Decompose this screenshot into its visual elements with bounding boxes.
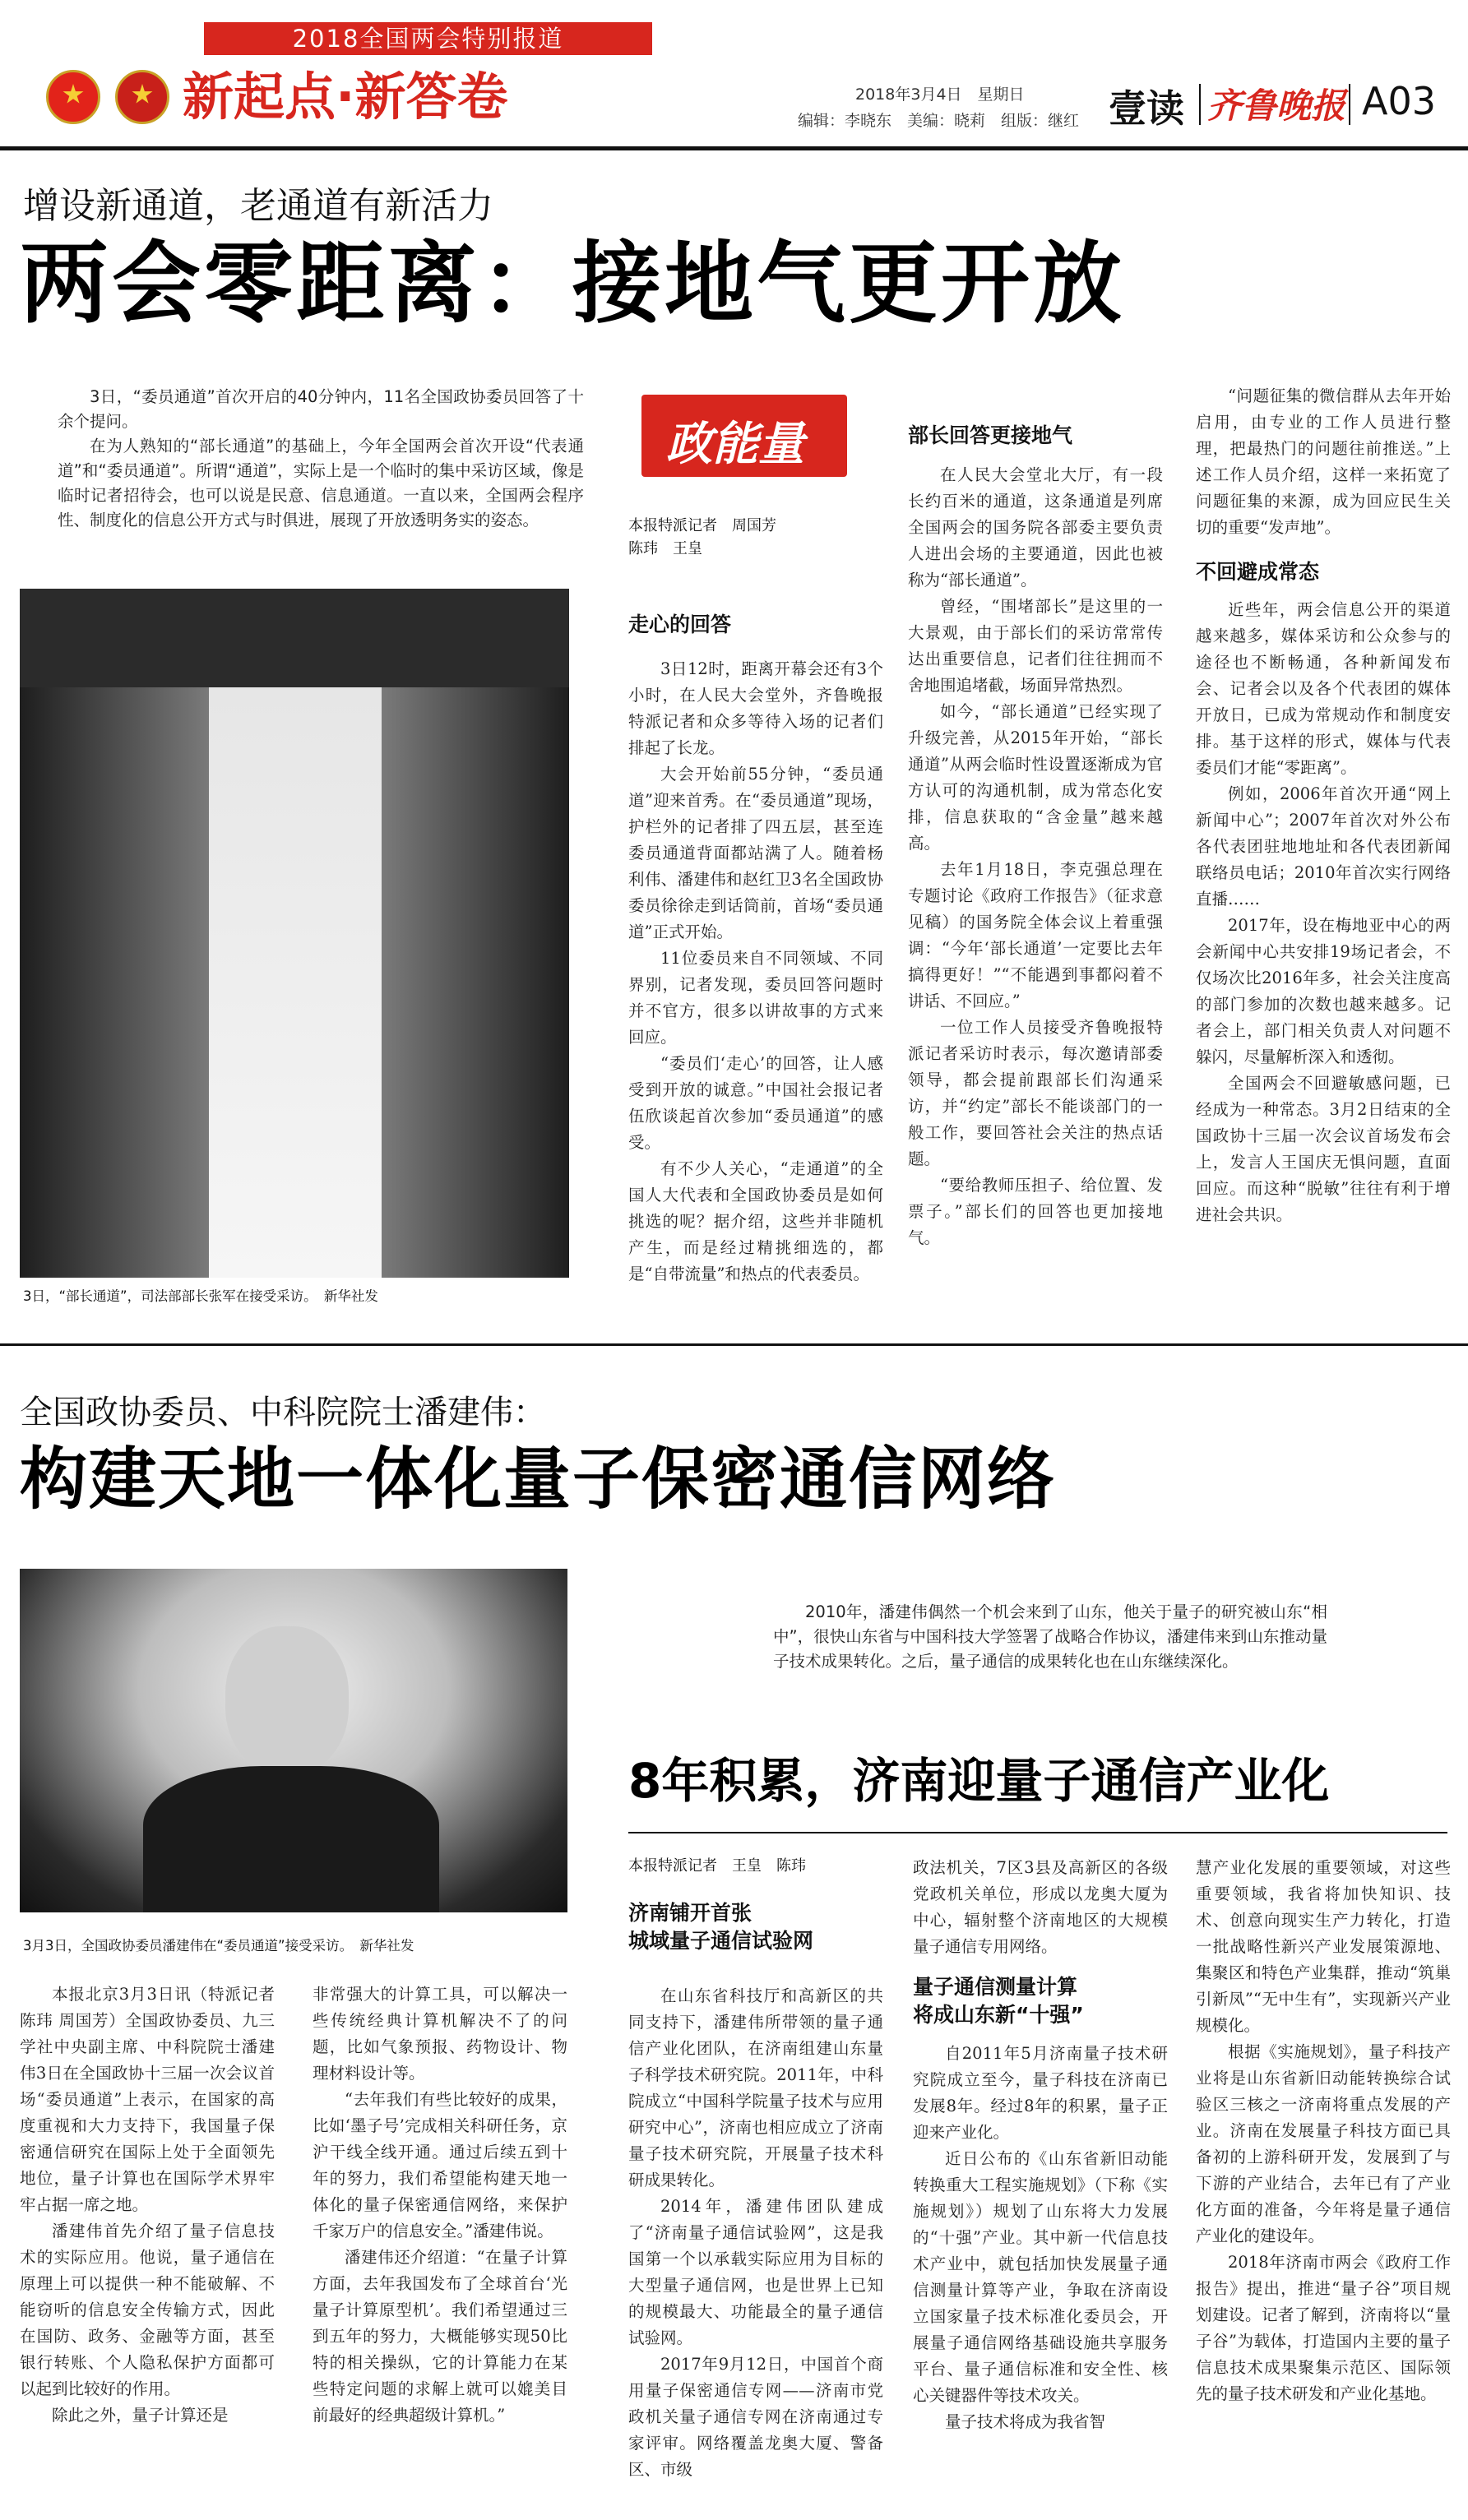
body-paragraph: 2017年，设在梅地亚中心的两会新闻中心共安排19场记者会，不仅场次比2016年多，社会关注度高的部门参加的次数也越来越多。记者会上，部门相关负责人对问题不躲闪，尽量解析深入和透彻。 [1196,916,1451,1066]
body-paragraph: 本报北京3月3日讯（特派记者 陈玮 周国芳）全国政协委员、九三学社中央副主席、中科院院士潘建伟3日在全国政协十三届一次会议首场“委员通道”上表示，在国家的高度重视和大力支持下，我国量子保密通信研究在国际上处于全面领先地位，量子计算也在国际学术界牢牢占据一席之地。 [20,1985,275,2214]
section-name: 壹读 [1109,86,1184,131]
page-number: A03 [1362,79,1437,123]
special-report-banner [204,22,652,55]
story1-column-3 [1196,383,1451,1228]
section-rule [0,1343,1468,1346]
story2-headline: 构建天地一体化量子保密通信网络 [20,1440,1057,1519]
body-paragraph: “要给教师压担子、给位置、发票子。”部长们的回答也更加接地气。 [908,1176,1163,1247]
body-paragraph: 11位委员来自不同领域、不同界别，记者发现，委员回答问题时并不官方，很多以讲故事的方式来回应。 [628,949,883,1047]
body-paragraph: 2018年济南市两会《政府工作报告》提出，推进“量子谷”项目规划建设。记者了解到，济南将以“量子谷”为载体，打造国内主要的量子信息技术成果聚集示范区、国际领先的量子技术研发和产业化基地。 [1196,2253,1451,2403]
column-logo [641,395,847,477]
column-logo-text: 政能量 [666,418,804,471]
slogan: 新起点·新答卷 [183,67,508,127]
story2-column-5 [1196,1855,1451,2407]
photo1-caption: 3日，“部长通道”，司法部部长张军在接受采访。 新华社发 [23,1288,378,1304]
story1-column-1 [628,656,883,1288]
minister-passage-photo [20,589,569,1278]
body-paragraph: 根据《实施规划》，量子科技产业将是山东省新旧动能转换综合试验区三核之一济南将重点发展的产业。济南在发展量子科技方面已具备初的上游科研开发，发展到了与下游的产业结合，去年已有了产业化方面的准备，今年将是量子通信产业化的建设年。 [1196,2042,1451,2245]
story2-subhead-2: 量子通信测量计算 将成山东新“十强” [913,1975,1084,2027]
body-paragraph: 潘建伟还介绍道：“在量子计算方面，去年我国发布了全球首台‘光量子计算原型机’。我们希望通过三到五年的努力，大概能够实现50比特的相关操纵，它的计算能力在某些特定问题的求解上就可以媲美目前最好的经典超级计算机。” [313,2248,567,2425]
body-paragraph: 除此之外，量子计算还是 [52,2406,229,2425]
banner-title: 2018全国两会特别报道 [292,25,564,53]
body-paragraph: 曾经，“围堵部长”是这里的一大景观，由于部长们的采访常常传达出重要信息，记者们往往拥而不舍地围追堵截，场面异常热烈。 [908,597,1163,695]
story2-subheadline: 8年积累，济南迎量子通信产业化 [628,1753,1330,1809]
body-paragraph: 政法机关，7区3县及高新区的各级党政机关单位，形成以龙奥大厦为中心，辐射整个济南地区的大规模量子通信专用网络。 [913,1858,1168,1956]
body-paragraph: 大会开始前55分钟，“委员通道”迎来首秀。在“委员通道”现场，护栏外的记者排了四五层，甚至连委员通道背面都站满了人。随着杨利伟、潘建伟和赵红卫3名全国政协委员徐徐走到话筒前，首场“委员通道”正式开始。 [628,765,883,941]
story1-headline: 两会零距离：接地气更开放 [20,233,1126,335]
body-paragraph: 近些年，两会信息公开的渠道越来越多，媒体采访和公众参与的途径也不断畅通，各种新闻发布会、记者会以及各个代表团的媒体开放日，已成为常规动作和制度安排。基于这样的形式，媒体与代表委员们才能“零距离”。 [1196,600,1451,777]
header-rule [0,146,1468,150]
intro-paragraph: 2010年，潘建伟偶然一个机会来到了山东，他关于量子的研究被山东“相中”，很快山东省与中国科技大学签署了战略合作协议，潘建伟来到山东推动量子技术成果转化。之后，量子通信的成果转化也在山东继续深化。 [773,1602,1327,1671]
editors-credit: 编辑：李晓东 美编：晓莉 组版：继红 [798,112,1080,130]
issue-date: 2018年3月4日 星期日 [855,86,1025,104]
body-paragraph: “去年我们有些比较好的成果，比如‘墨子号’完成相关科研任务，京沪干线全线开通。通过后续五到十年的努力，我们希望能构建天地一体化的量子保密通信网络，来保护千家万户的信息安全。”潘建伟说。 [313,2090,567,2240]
body-paragraph: 有不少人关心，“走通道”的全国人大代表和全国政协委员是如何挑选的呢？据介绍，这些并非随机产生，而是经过精挑细选的，都是“自带流量”和热点的代表委员。 [628,1159,883,1283]
body-paragraph: 去年1月18日，李克强总理在专题讨论《政府工作报告》（征求意见稿）的国务院全体会议上着重强调：“今年‘部长通道’一定要比去年搞得更好！”“不能遇到事都闷着不讲话、不回应。” [908,860,1163,1010]
header-divider [1349,84,1350,125]
body-paragraph: 一位工作人员接受齐鲁晚报特派记者采访时表示，每次邀请部委领导，都会提前跟部长们沟通采访，并“约定”部长不能谈部门的一般工作，要回答社会关注的热点话题。 [908,1018,1163,1168]
body-paragraph: 在山东省科技厅和高新区的共同支持下，潘建伟所带领的量子通信产业化团队，在济南组建山东量子科学技术研究院。2011年，中科院成立“中国科学院量子技术与应用研究中心”，济南也相应成立了济南量子技术研究院，开展量子技术科研成果转化。 [628,1986,883,2189]
story2-column-3 [628,1983,883,2483]
body-paragraph: 潘建伟首先介绍了量子信息技术的实际应用。他说，量子通信在原理上可以提供一种不能破解、不能窃听的信息安全传输方式，因此在国防、政务、金融等方面，甚至银行转账、个人隐私保护方面都可以起到比较好的作用。 [20,2222,275,2398]
story2-column-4 [913,1855,1168,2435]
story1-byline: 本报特派记者 周国芳 陈玮 王皇 [628,517,776,557]
body-paragraph: 在人民大会堂北大厅，有一段长约百米的通道，这条通道是列席全国两会的国务院各部委主要负责人进出会场的主要通道，因此也被称为“部长通道”。 [908,465,1163,590]
story1-kicker: 增设新通道，老通道有新活力 [23,185,493,227]
story2-column-1 [20,1981,275,2429]
header-divider [1199,84,1201,125]
story2-byline: 本报特派记者 王皇 陈玮 [628,1857,806,1875]
body-paragraph: 非常强大的计算工具，可以解决一些传统经典计算机解决不了的问题，比如气象预报、药物设计、物理材料设计等。 [313,1985,567,2083]
story1-subhead-3: 不回避成常态 [1196,560,1320,584]
lead-paragraph: 在为人熟知的“部长通道”的基础上，今年全国两会首次开设“代表通道”和“委员通道”。所谓“通道”，实际上是一个临时的集中采访区域，像是临时记者招待会，也可以说是民意、信息通道。一直以来，全国两会程序性、制度化的信息公开方式与时俱进，展现了开放透明务实的姿态。 [58,437,584,529]
story1-subhead-1: 走心的回答 [628,613,732,636]
story1-subhead-2: 部长回答更接地气 [908,423,1073,447]
body-paragraph: 近日公布的《山东省新旧动能转换重大工程实施规划》（下称《实施规划》）规划了山东将大力发展的“十强”产业。其中新一代信息技术产业中，就包括加快发展量子通信测量计算等产业，争取在济南设立国家量子技术标准化委员会，开展量子通信网络基础设施共享服务平台、量子通信标准和安全性、核心关键器件等技术攻关。 [913,2149,1168,2405]
pan-jianwei-photo [20,1569,567,1912]
story2-intro [773,1600,1327,1674]
story1-lead [58,385,584,533]
subheadline-rule [628,1832,1447,1833]
body-paragraph: 例如，2006年首次开通“网上新闻中心”；2007年首次对外公布各代表团驻地地址和各代表团新闻联络员电话；2010年首次实行网络直播…… [1196,784,1451,909]
body-paragraph: 全国两会不回避敏感问题，已经成为一种常态。3月2日结束的全国政协十三届一次会议首场发布会上，发言人王国庆无惧问题，直面回应。而这种“脱敏”往往有利于增进社会共识。 [1196,1074,1451,1224]
body-paragraph: “问题征集的微信群从去年开始启用，由专业的工作人员进行整理，把最热门的问题往前推送。”上述工作人员介绍，这样一来拓宽了问题征集的来源，成为回应民生关切的重要“发声地”。 [1196,386,1451,537]
body-paragraph: “委员们‘走心’的回答，让人感受到开放的诚意。”中国社会报记者伍欣谈起首次参加“委员通道”的感受。 [628,1054,883,1152]
body-paragraph: 2017年9月12日，中国首个商用量子保密通信专网——济南市党政机关量子通信专网在济南通过专家评审。网络覆盖龙奥大厦、警备区、市级 [628,2355,883,2479]
story1-column-2 [908,462,1163,1251]
story2-subhead-1: 济南铺开首张 城域量子通信试验网 [628,1901,814,1953]
paper-logo: 齐鲁晚报 [1207,86,1346,126]
body-paragraph: 2014年，潘建伟团队建成了“济南量子通信试验网”，这是我国第一个以承载实际应用为目标的大型量子通信网，也是世界上已知的规模最大、功能最全的量子通信试验网。 [628,2197,883,2347]
story2-kicker: 全国政协委员、中科院院士潘建伟： [20,1394,546,1431]
body-paragraph: 如今，“部长通道”已经实现了升级完善，从2015年开始，“部长通道”从两会临时性设置逐渐成为官方认可的沟通机制，成为常态化安排，信息获取的“含金量”越来越高。 [908,702,1163,853]
story2-column-2 [313,1981,567,2429]
body-paragraph: 3日12时，距离开幕会还有3个小时，在人民大会堂外，齐鲁晚报特派记者和众多等待入场的记者们排起了长龙。 [628,659,883,757]
photo2-caption: 3月3日，全国政协委员潘建伟在“委员通道”接受采访。 新华社发 [23,1938,414,1954]
body-paragraph: 自2011年5月济南量子技术研究院成立至今，量子科技在济南已发展8年。经过8年的积累，量子正迎来产业化。 [913,2044,1168,2142]
lead-paragraph: 3日，“委员通道”首次开启的40分钟内，11名全国政协委员回答了十余个提问。 [58,387,584,431]
cppcc-emblem-icon [115,70,169,124]
body-paragraph: 慧产业化发展的重要领域，对这些重要领域，我省将加快知识、技术、创意向现实生产力转化，打造一批战略性新兴产业发展策源地、集聚区和特色产业集群，推动“筑巢引新凤”“无中生有”，实现新兴产业规模化。 [1196,1858,1451,2035]
national-emblem-icon [46,70,100,124]
body-paragraph: 量子技术将成为我省智 [945,2412,1106,2431]
